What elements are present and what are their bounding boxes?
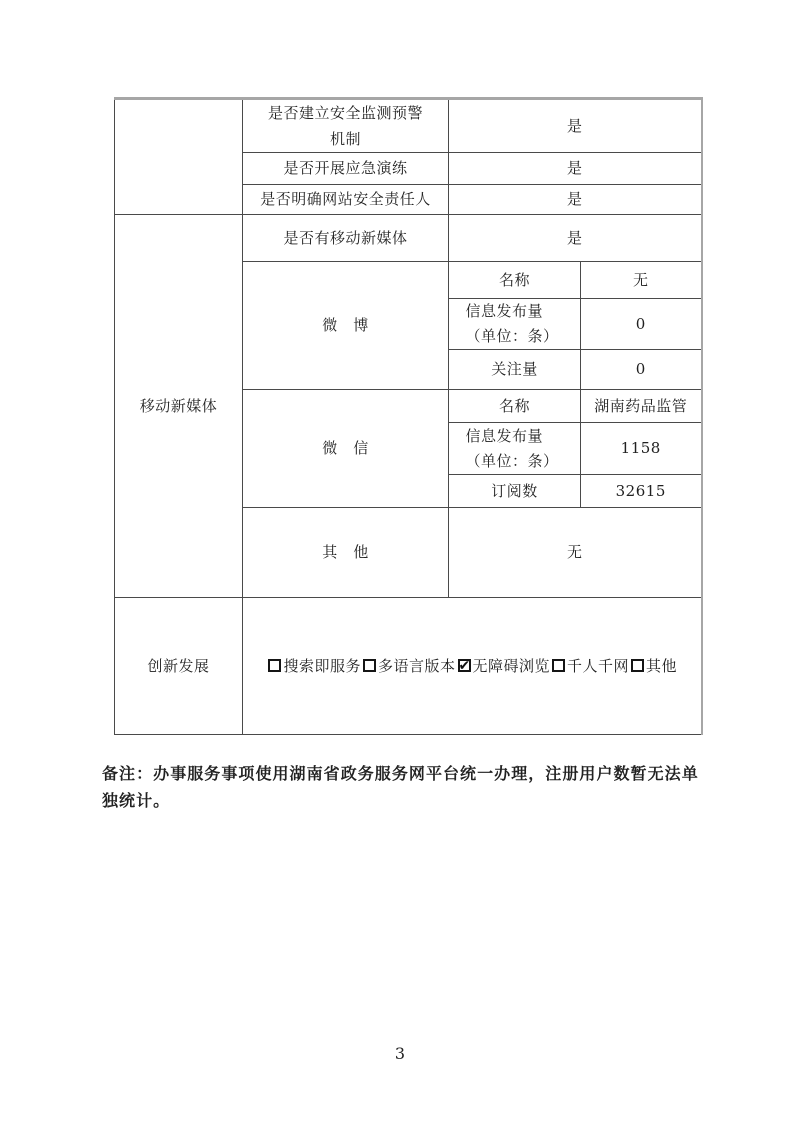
question-emergency-drill: 是否开展应急演练 [243, 153, 449, 185]
option-accessibility [456, 654, 551, 679]
innovation-options-cell [243, 598, 702, 735]
option-multilingual [361, 654, 456, 679]
checkbox-multilingual-icon [363, 659, 376, 672]
weibo-volume-label [449, 299, 581, 350]
wechat-name-value: 湖南药品监管 [581, 390, 702, 423]
wechat-volume-value: 1158 [581, 423, 702, 475]
question-text: 是否建立安全监测预警机制 [267, 104, 423, 148]
weibo-followers-value: 0 [581, 350, 702, 390]
volume-label-text: 信息发布量（单位：条） [465, 426, 559, 470]
section-header-innovation: 创新发展 [115, 598, 243, 735]
answer-security-officer: 是 [449, 185, 702, 215]
weibo-name-label: 名称 [449, 262, 581, 299]
weibo-followers-label: 关注量 [449, 350, 581, 390]
question-security-monitoring [243, 99, 449, 153]
volume-label-text: 信息发布量（单位：条） [465, 302, 559, 345]
table-row [115, 598, 702, 735]
other-media-value: 无 [449, 508, 702, 598]
question-has-mobile-media: 是否有移动新媒体 [243, 215, 449, 262]
wechat-subscribers-label: 订阅数 [449, 475, 581, 508]
weibo-group-label: 微 博 [243, 262, 449, 390]
answer-has-mobile-media: 是 [449, 215, 702, 262]
other-media-label: 其 他 [243, 508, 449, 598]
table-row [115, 99, 702, 153]
section-header-empty [115, 99, 243, 215]
checkbox-thousand-sites-icon [552, 659, 565, 672]
answer-security-monitoring: 是 [449, 99, 702, 153]
table-row [115, 215, 702, 262]
weibo-name-value: 无 [581, 262, 702, 299]
option-other [629, 654, 677, 679]
page-number: 3 [394, 1044, 406, 1063]
wechat-group-label: 微 信 [243, 390, 449, 508]
checkbox-other-icon [631, 659, 644, 672]
checkbox-search-service-icon [268, 659, 281, 672]
wechat-name-label: 名称 [449, 390, 581, 423]
option-search-service [266, 654, 361, 679]
weibo-volume-value: 0 [581, 299, 702, 350]
section-header-mobile-media: 移动新媒体 [115, 215, 243, 598]
option-label: 千人千网 [567, 656, 630, 675]
report-table [114, 97, 703, 735]
option-label: 其他 [646, 656, 678, 675]
option-label: 搜索即服务 [283, 656, 361, 675]
checkbox-accessibility-icon [458, 659, 471, 672]
footnote: 备注：办事服务事项使用湖南省政务服务网平台统一办理，注册用户数暂无法单独统计。 [102, 764, 699, 810]
option-thousand-sites [550, 654, 629, 679]
question-security-officer: 是否明确网站安全责任人 [243, 185, 449, 215]
wechat-subscribers-value: 32615 [581, 475, 702, 508]
option-label: 无障碍浏览 [472, 656, 551, 675]
answer-emergency-drill: 是 [449, 153, 702, 185]
option-label: 多语言版本 [377, 656, 456, 675]
wechat-volume-label [449, 423, 581, 475]
